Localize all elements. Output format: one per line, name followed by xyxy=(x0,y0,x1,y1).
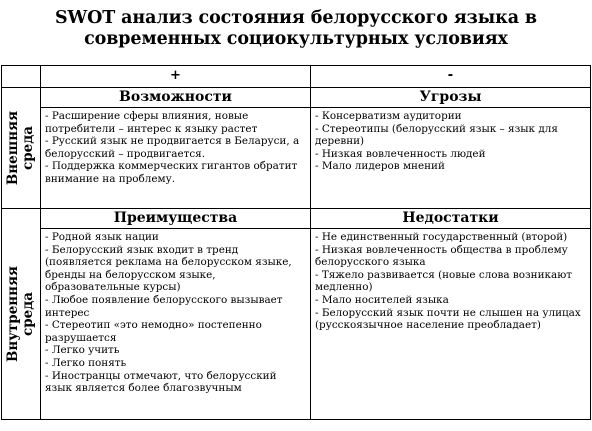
document-title xyxy=(0,8,592,50)
threats-list xyxy=(315,110,586,173)
external-environment-cell xyxy=(2,88,41,209)
internal-environment-label: Внутренняя среда xyxy=(5,265,36,363)
list-item: язык является более благозвучным xyxy=(45,382,242,395)
list-item: разрушается xyxy=(45,331,117,344)
list-item: - Родной язык нации xyxy=(45,231,159,243)
title-line-2: современных социокультурных условиях xyxy=(84,29,508,49)
weaknesses-list xyxy=(315,231,586,332)
strengths-cell xyxy=(41,229,311,420)
list-item: - Белорусский язык почти не слышен на улицах xyxy=(315,306,581,319)
list-item: - Иностранцы отмечают, что белорусский xyxy=(45,369,277,382)
list-item: бренды на белорусском языке, xyxy=(45,268,216,281)
list-item: деревни) xyxy=(315,135,365,148)
list-item: внимание на проблему. xyxy=(45,172,176,185)
internal-heading-row xyxy=(2,209,591,229)
list-item: - Поддержка коммерческих гигантов обратит xyxy=(45,160,298,173)
threats-heading: Угрозы xyxy=(311,88,591,108)
list-item: белорусский – продвигается. xyxy=(45,147,206,160)
internal-environment-cell xyxy=(2,209,41,420)
corner-cell xyxy=(2,66,41,88)
opportunities-list xyxy=(45,110,306,186)
list-item: - Стереотипы (белорусский язык – язык для xyxy=(315,122,558,135)
weaknesses-heading: Недостатки xyxy=(311,209,591,229)
list-item: медленно) xyxy=(315,281,373,294)
list-item: (русскоязычное население преобладает) xyxy=(315,319,541,332)
minus-column-header: - xyxy=(311,66,591,88)
strengths-list xyxy=(45,231,306,395)
list-item: белорусского языка xyxy=(315,256,426,269)
internal-content-row xyxy=(2,229,591,420)
list-item: - Легко понять xyxy=(45,356,127,369)
list-item: - Расширение сферы влияния, новые xyxy=(45,110,249,122)
list-item: - Тяжело развивается (новые слова возникают xyxy=(315,268,573,281)
list-item: - Легко учить xyxy=(45,344,120,357)
external-heading-row xyxy=(2,88,591,108)
sign-row xyxy=(2,66,591,88)
threats-cell xyxy=(311,108,591,209)
plus-column-header: + xyxy=(41,66,311,88)
external-environment-label: Внешняя среда xyxy=(5,110,36,186)
list-item: - Стереотип «это немодно» постепенно xyxy=(45,319,262,332)
list-item: - Мало носителей языка xyxy=(315,293,449,306)
list-item: - Русский язык не продвигается в Беларуси, а xyxy=(45,135,300,148)
list-item: - Низкая вовлеченность людей xyxy=(315,147,486,160)
weaknesses-cell xyxy=(311,229,591,420)
list-item: интерес xyxy=(45,306,90,319)
title-line-1: SWOT анализ состояния белорусского языка в xyxy=(55,8,537,28)
external-content-row xyxy=(2,108,591,209)
strengths-heading: Преимущества xyxy=(41,209,311,229)
list-item: - Консерватизм аудитории xyxy=(315,110,462,122)
list-item: - Низкая вовлеченность общества в проблему xyxy=(315,243,568,256)
list-item: - Белорусский язык входит в тренд xyxy=(45,243,239,256)
list-item: потребители – интерес к языку растет xyxy=(45,122,258,135)
list-item: (появляется реклама на белорусском языке, xyxy=(45,256,292,269)
list-item: - Мало лидеров мнений xyxy=(315,160,445,173)
list-item: - Любое появление белорусского вызывает xyxy=(45,293,283,306)
list-item: - Не единственный государственный (второй) xyxy=(315,231,568,243)
opportunities-cell xyxy=(41,108,311,209)
list-item: образовательные курсы) xyxy=(45,281,181,294)
opportunities-heading: Возможности xyxy=(41,88,311,108)
swot-table xyxy=(1,65,591,420)
